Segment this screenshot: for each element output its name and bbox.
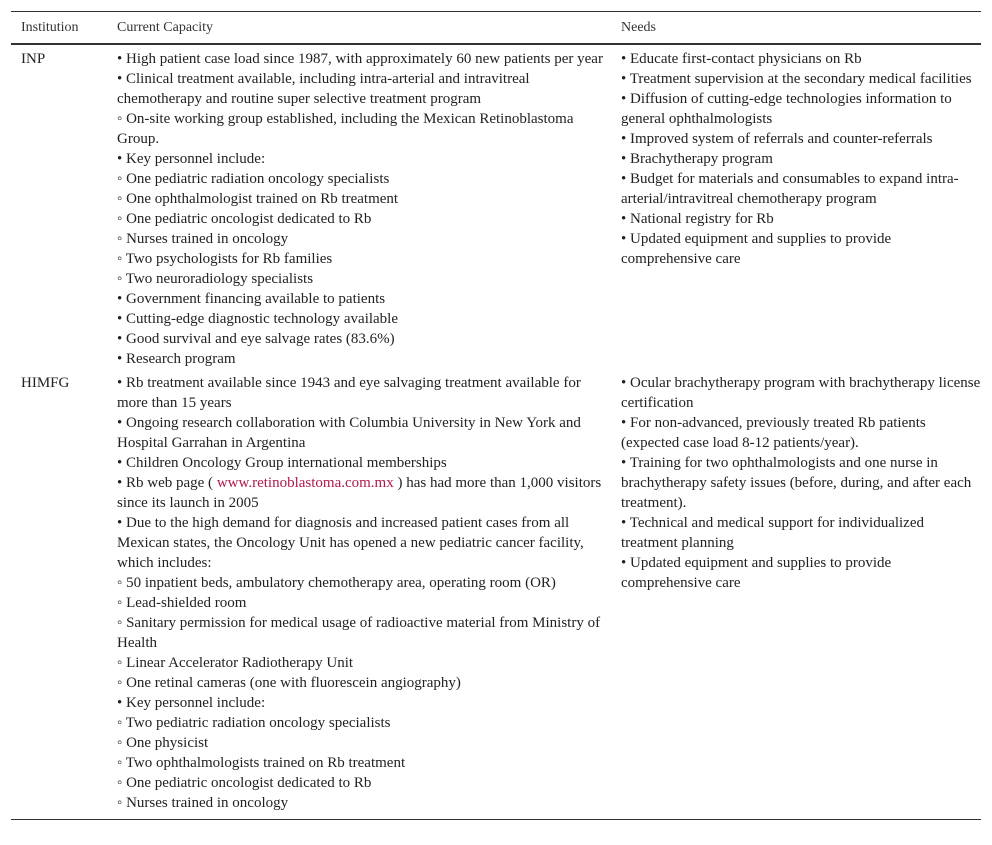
capacity-item: • High patient case load since 1987, with approximately 60 new patients per year (117, 51, 603, 67)
capacity-item: ◦ One pediatric radiation oncology specialists (117, 171, 390, 187)
needs-item: • Training for two ophthalmologists and one nurse in brachytherapy safety issues (before, during, and after each treatment). (621, 455, 972, 511)
capacity-item: ◦ One pediatric oncologist dedicated to Rb (117, 211, 372, 227)
needs-cell (611, 371, 981, 813)
needs-item: • Treatment supervision at the secondary medical facilities (621, 71, 972, 87)
retinoblastoma-website-link[interactable]: www.retinoblastoma.com.mx (216, 475, 394, 491)
capacity-item: • Key personnel include: (117, 695, 266, 711)
capacity-cell (107, 47, 611, 369)
web-prefix: • Rb web page ( (117, 475, 214, 491)
capacity-item: • Key personnel include: (117, 151, 266, 167)
institution-cell: INP (21, 51, 46, 67)
needs-item: • Budget for materials and consumables to expand intra-arterial/intravitreal chemotherapy program (621, 171, 959, 207)
capacity-item: ◦ Lead-shielded room (117, 595, 247, 611)
capacity-item: ◦ Linear Accelerator Radiotherapy Unit (117, 655, 354, 671)
needs-item: • Updated equipment and supplies to provide comprehensive care (621, 555, 892, 591)
capacity-item: ◦ One retinal cameras (one with fluorescein angiography) (117, 675, 461, 691)
needs-item: • Updated equipment and supplies to provide comprehensive care (621, 231, 892, 267)
needs-cell (611, 47, 981, 369)
capacity-item: ◦ 50 inpatient beds, ambulatory chemotherapy area, operating room (OR) (117, 575, 556, 591)
capacity-item: • Ongoing research collaboration with Columbia University in New York and Hospital Garrahan in Argentina (117, 415, 581, 451)
capacity-item: ◦ Two psychologists for Rb families (117, 251, 333, 267)
capacity-item: ◦ Two pediatric radiation oncology specialists (117, 715, 391, 731)
header-needs: Needs (621, 19, 656, 35)
capacity-item: ◦ Sanitary permission for medical usage of radioactive material from Ministry of Health (117, 615, 601, 651)
capacity-item: • Cutting-edge diagnostic technology available (117, 311, 399, 327)
needs-item: • Educate first-contact physicians on Rb (621, 51, 862, 67)
capacity-item: ◦ One ophthalmologist trained on Rb treatment (117, 191, 399, 207)
capacity-item: • Good survival and eye salvage rates (83.6%) (117, 331, 395, 347)
capacity-item: • Government financing available to patients (117, 291, 386, 307)
capacity-cell (107, 371, 611, 813)
needs-item: • Ocular brachytherapy program with brachytherapy license certification (621, 375, 981, 411)
capacity-item: ◦ One physicist (117, 735, 209, 751)
web-suffix: ) has had more than 1,000 visitors since its launch in 2005 (117, 475, 602, 511)
capacity-item: ◦ One pediatric oncologist dedicated to Rb (117, 775, 372, 791)
header-capacity: Current Capacity (117, 19, 214, 35)
header-institution: Institution (21, 19, 79, 35)
capacity-item: ◦ Two ophthalmologists trained on Rb treatment (117, 755, 406, 771)
needs-item: • Improved system of referrals and counter-referrals (621, 131, 933, 147)
needs-item: • Technical and medical support for individualized treatment planning (621, 515, 924, 551)
needs-item: • Diffusion of cutting-edge technologies information to general ophthalmologists (621, 91, 952, 127)
needs-item: • For non-advanced, previously treated Rb patients (expected case load 8-12 patients/year). (621, 415, 926, 451)
capacity-item: ◦ Nurses trained in oncology (117, 231, 289, 247)
capacity-item: • Rb treatment available since 1943 and eye salvaging treatment available for more than 15 years (117, 375, 581, 411)
table-row-inp (11, 45, 981, 369)
capacity-item: ◦ Nurses trained in oncology (117, 795, 289, 811)
capacity-item-web (117, 473, 611, 513)
needs-item: • National registry for Rb (621, 211, 774, 227)
rb-capacity-table (11, 11, 981, 820)
capacity-item: • Research program (117, 351, 236, 367)
capacity-item: ◦ On-site working group established, including the Mexican Retinoblastoma Group. (117, 111, 574, 147)
capacity-item: • Due to the high demand for diagnosis and increased patient cases from all Mexican states, the Oncology Unit has opened a new pediatric cancer facility, which includes: (117, 515, 584, 571)
table-row-himfg (11, 369, 981, 819)
capacity-item: ◦ Two neuroradiology specialists (117, 271, 314, 287)
capacity-item: • Children Oncology Group international memberships (117, 455, 447, 471)
needs-item: • Brachytherapy program (621, 151, 773, 167)
capacity-item: • Clinical treatment available, including intra-arterial and intravitreal chemotherapy and routine super selective treatment program (117, 71, 530, 107)
institution-cell: HIMFG (21, 375, 70, 391)
table-header (11, 12, 981, 45)
